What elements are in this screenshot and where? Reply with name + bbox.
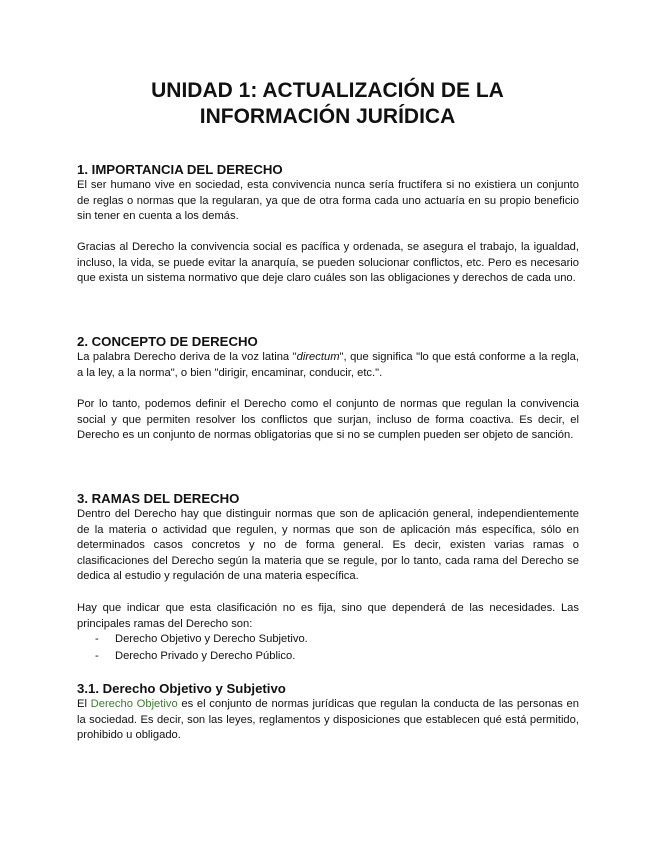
list-item-text: Derecho Objetivo y Derecho Subjetivo. <box>115 633 308 645</box>
section-2-paragraph-1 <box>77 350 579 381</box>
title-line-1: UNIDAD 1: ACTUALIZACIÓN DE LA <box>151 79 504 102</box>
section-1-paragraph-1: El ser humano vive en sociedad, esta convivencia nunca sería fructífera si no existiera un conjunto de reglas o normas que la regularan, ya que de otra forma cada uno actuaría en su propio beneficio sin tener en cuenta a los demás. <box>77 179 579 223</box>
highlighted-term: Derecho Objetivo <box>90 698 178 710</box>
branches-list <box>95 631 575 665</box>
list-item <box>95 631 575 648</box>
s2-p1-after: ", que significa "lo que está conforme a la regla, a la ley, a la norma", o bien "dirigir, encaminar, conducir, etc.". <box>77 351 579 379</box>
title-line-2: INFORMACIÓN JURÍDICA <box>199 105 456 128</box>
s31-p1-before: El <box>77 698 91 710</box>
list-dash: - <box>95 650 99 662</box>
section-3-heading: 3. RAMAS DEL DERECHO <box>77 491 240 506</box>
section-3-1-paragraph-1 <box>77 697 579 744</box>
list-item <box>95 648 575 665</box>
section-1-heading: 1. IMPORTANCIA DEL DERECHO <box>77 162 283 177</box>
section-3-1-heading: 3.1. Derecho Objetivo y Subjetivo <box>77 681 286 696</box>
s2-p1-before: La palabra Derecho deriva de la voz latina " <box>77 351 297 363</box>
section-2-heading: 2. CONCEPTO DE DERECHO <box>77 334 258 349</box>
section-3-paragraph-1: Dentro del Derecho hay que distinguir normas que son de aplicación general, independientemente de la materia o actividad que regulen, y normas que son de aplicación más específica, sólo en determinados casos concretos y no de forma general. Es decir, existen varias ramas o clasificaciones del Derecho según la materia que se regule, por lo tanto, cada rama del Derecho se dedica al estudio y regulación de una materia específica. <box>77 508 579 583</box>
list-dash: - <box>95 633 99 645</box>
list-item-text: Derecho Privado y Derecho Público. <box>115 650 296 662</box>
s31-p1-after: es el conjunto de normas jurídicas que regulan la conducta de las personas en la sociedad. Es decir, son las leyes, reglamentos y disposiciones que establecen qué está permitido, prohibido u obligado. <box>77 698 579 742</box>
latin-term: directum <box>296 351 340 363</box>
section-2-paragraph-2: Por lo tanto, podemos definir el Derecho como el conjunto de normas que regulan la convivencia social y que permiten resolver los conflictos que surjan, incluso de forma coactiva. Es decir, el Derecho es un conjunto de normas obligatorias que si no se cumplen pueden ser objeto de sanción. <box>77 398 579 442</box>
section-3-paragraph-2: Hay que indicar que esta clasificación no es fija, sino que dependerá de las necesidades. Las principales ramas del Derecho son: <box>77 602 579 630</box>
section-1-paragraph-2: Gracias al Derecho la convivencia social es pacífica y ordenada, se asegura el trabajo, la igualdad, incluso, la vida, se puede evitar la anarquía, se pueden solucionar conflictos, etc. Pero es necesario que exista un sistema normativo que deje claro cuáles son las obligaciones y derechos de cada uno. <box>77 241 579 285</box>
document-title <box>0 78 655 130</box>
